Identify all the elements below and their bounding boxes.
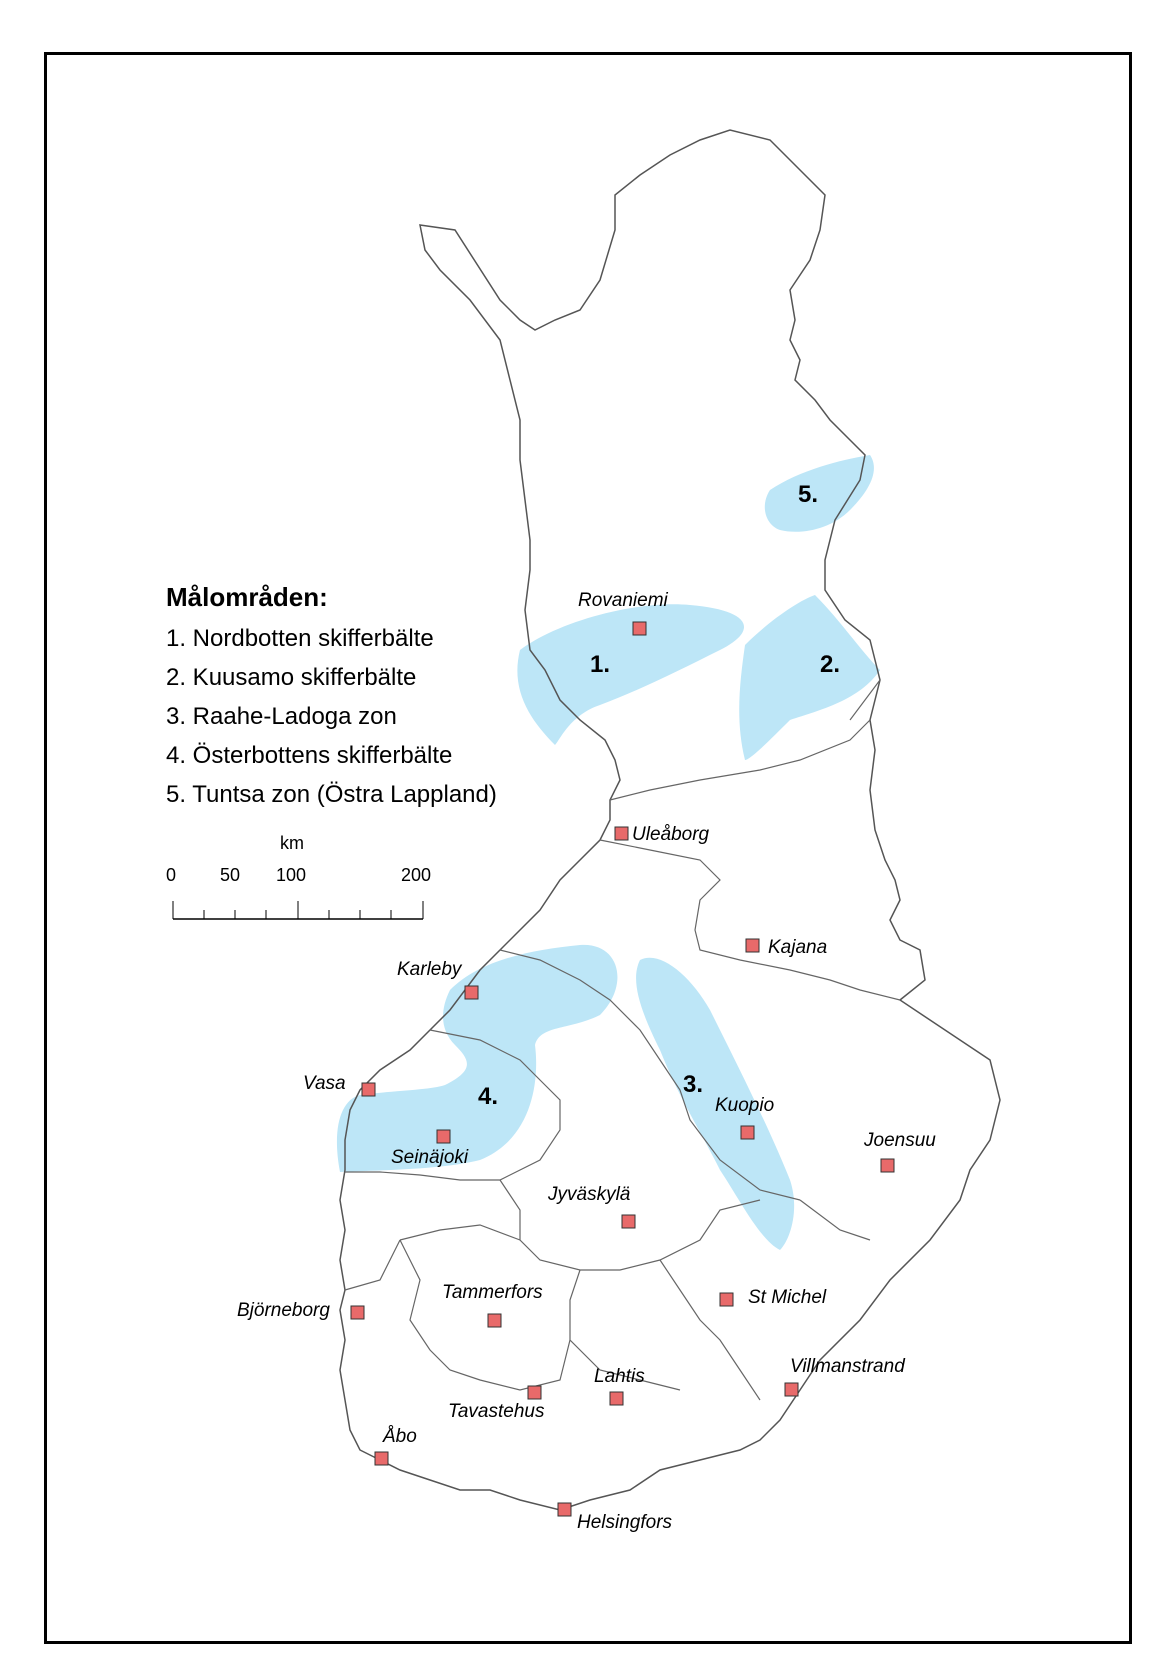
city-label-abo: Åbo	[383, 1426, 417, 1447]
city-label-stmichel: St Michel	[748, 1287, 827, 1308]
city-label-uleaborg: Uleåborg	[632, 824, 710, 845]
scale-tick-50: 50	[220, 865, 241, 885]
zone-5-area	[765, 455, 874, 532]
city-marker-villmanstrand	[785, 1383, 798, 1396]
city-marker-bjorneborg	[351, 1306, 364, 1319]
scale-bar	[166, 833, 431, 919]
scale-tick-0: 0	[166, 865, 177, 885]
zone-label-2: 2.	[820, 651, 841, 678]
city-label-tammerfors: Tammerfors	[442, 1282, 543, 1303]
city-marker-kuopio	[741, 1126, 754, 1139]
zone-label-5: 5.	[798, 481, 819, 508]
city-label-rovaniemi: Rovaniemi	[578, 590, 668, 611]
legend-item-3: 3. Raahe-Ladoga zon	[166, 703, 397, 730]
legend-title: Målområden:	[166, 582, 328, 612]
zone-4-area	[337, 945, 618, 1172]
city-marker-rovaniemi	[633, 622, 646, 635]
city-label-kuopio: Kuopio	[715, 1095, 775, 1116]
scale-tick-200: 200	[401, 865, 432, 885]
city-marker-joensuu	[881, 1159, 894, 1172]
legend-item-5: 5. Tuntsa zon (Östra Lappland)	[166, 781, 497, 808]
legend-item-4: 4. Österbottens skifferbälte	[166, 742, 453, 769]
city-label-kajana: Kajana	[768, 937, 828, 958]
legend-item-2: 2. Kuusamo skifferbälte	[166, 664, 417, 691]
city-label-bjorneborg: Björneborg	[237, 1300, 330, 1321]
city-label-jyvaskyla: Jyväskylä	[548, 1184, 631, 1205]
city-marker-karleby	[465, 986, 478, 999]
city-label-tavastehus: Tavastehus	[448, 1401, 545, 1422]
zone-1-area	[517, 604, 744, 745]
city-label-seinajoki: Seinäjoki	[391, 1147, 469, 1168]
scale-unit: km	[280, 833, 304, 853]
city-label-helsingfors: Helsingfors	[577, 1512, 673, 1533]
scale-tick-100: 100	[276, 865, 307, 885]
city-marker-jyvaskyla	[622, 1215, 635, 1228]
legend	[166, 582, 497, 814]
zone-label-1: 1.	[590, 651, 611, 678]
city-marker-kajana	[746, 939, 759, 952]
zone-label-4: 4.	[478, 1083, 499, 1110]
finland-outline	[340, 130, 1000, 1510]
zone-label-3: 3.	[683, 1071, 704, 1098]
city-marker-tavastehus	[528, 1386, 541, 1399]
city-marker-stmichel	[720, 1293, 733, 1306]
city-label-villmanstrand: Villmanstrand	[790, 1356, 905, 1377]
city-label-karleby: Karleby	[397, 959, 462, 980]
city-marker-vasa	[362, 1083, 375, 1096]
city-label-vasa: Vasa	[303, 1073, 346, 1094]
zone-2-area	[739, 595, 880, 760]
city-marker-helsingfors	[558, 1503, 571, 1516]
target-zones	[337, 455, 880, 1250]
city-label-lahtis: Lahtis	[594, 1366, 645, 1387]
city-marker-abo	[375, 1452, 388, 1465]
city-label-joensuu: Joensuu	[864, 1130, 936, 1151]
city-marker-lahtis	[610, 1392, 623, 1405]
city-marker-tammerfors	[488, 1314, 501, 1327]
city-marker-seinajoki	[437, 1130, 450, 1143]
legend-item-1: 1. Nordbotten skifferbälte	[166, 625, 434, 652]
city-marker-uleaborg	[615, 827, 628, 840]
